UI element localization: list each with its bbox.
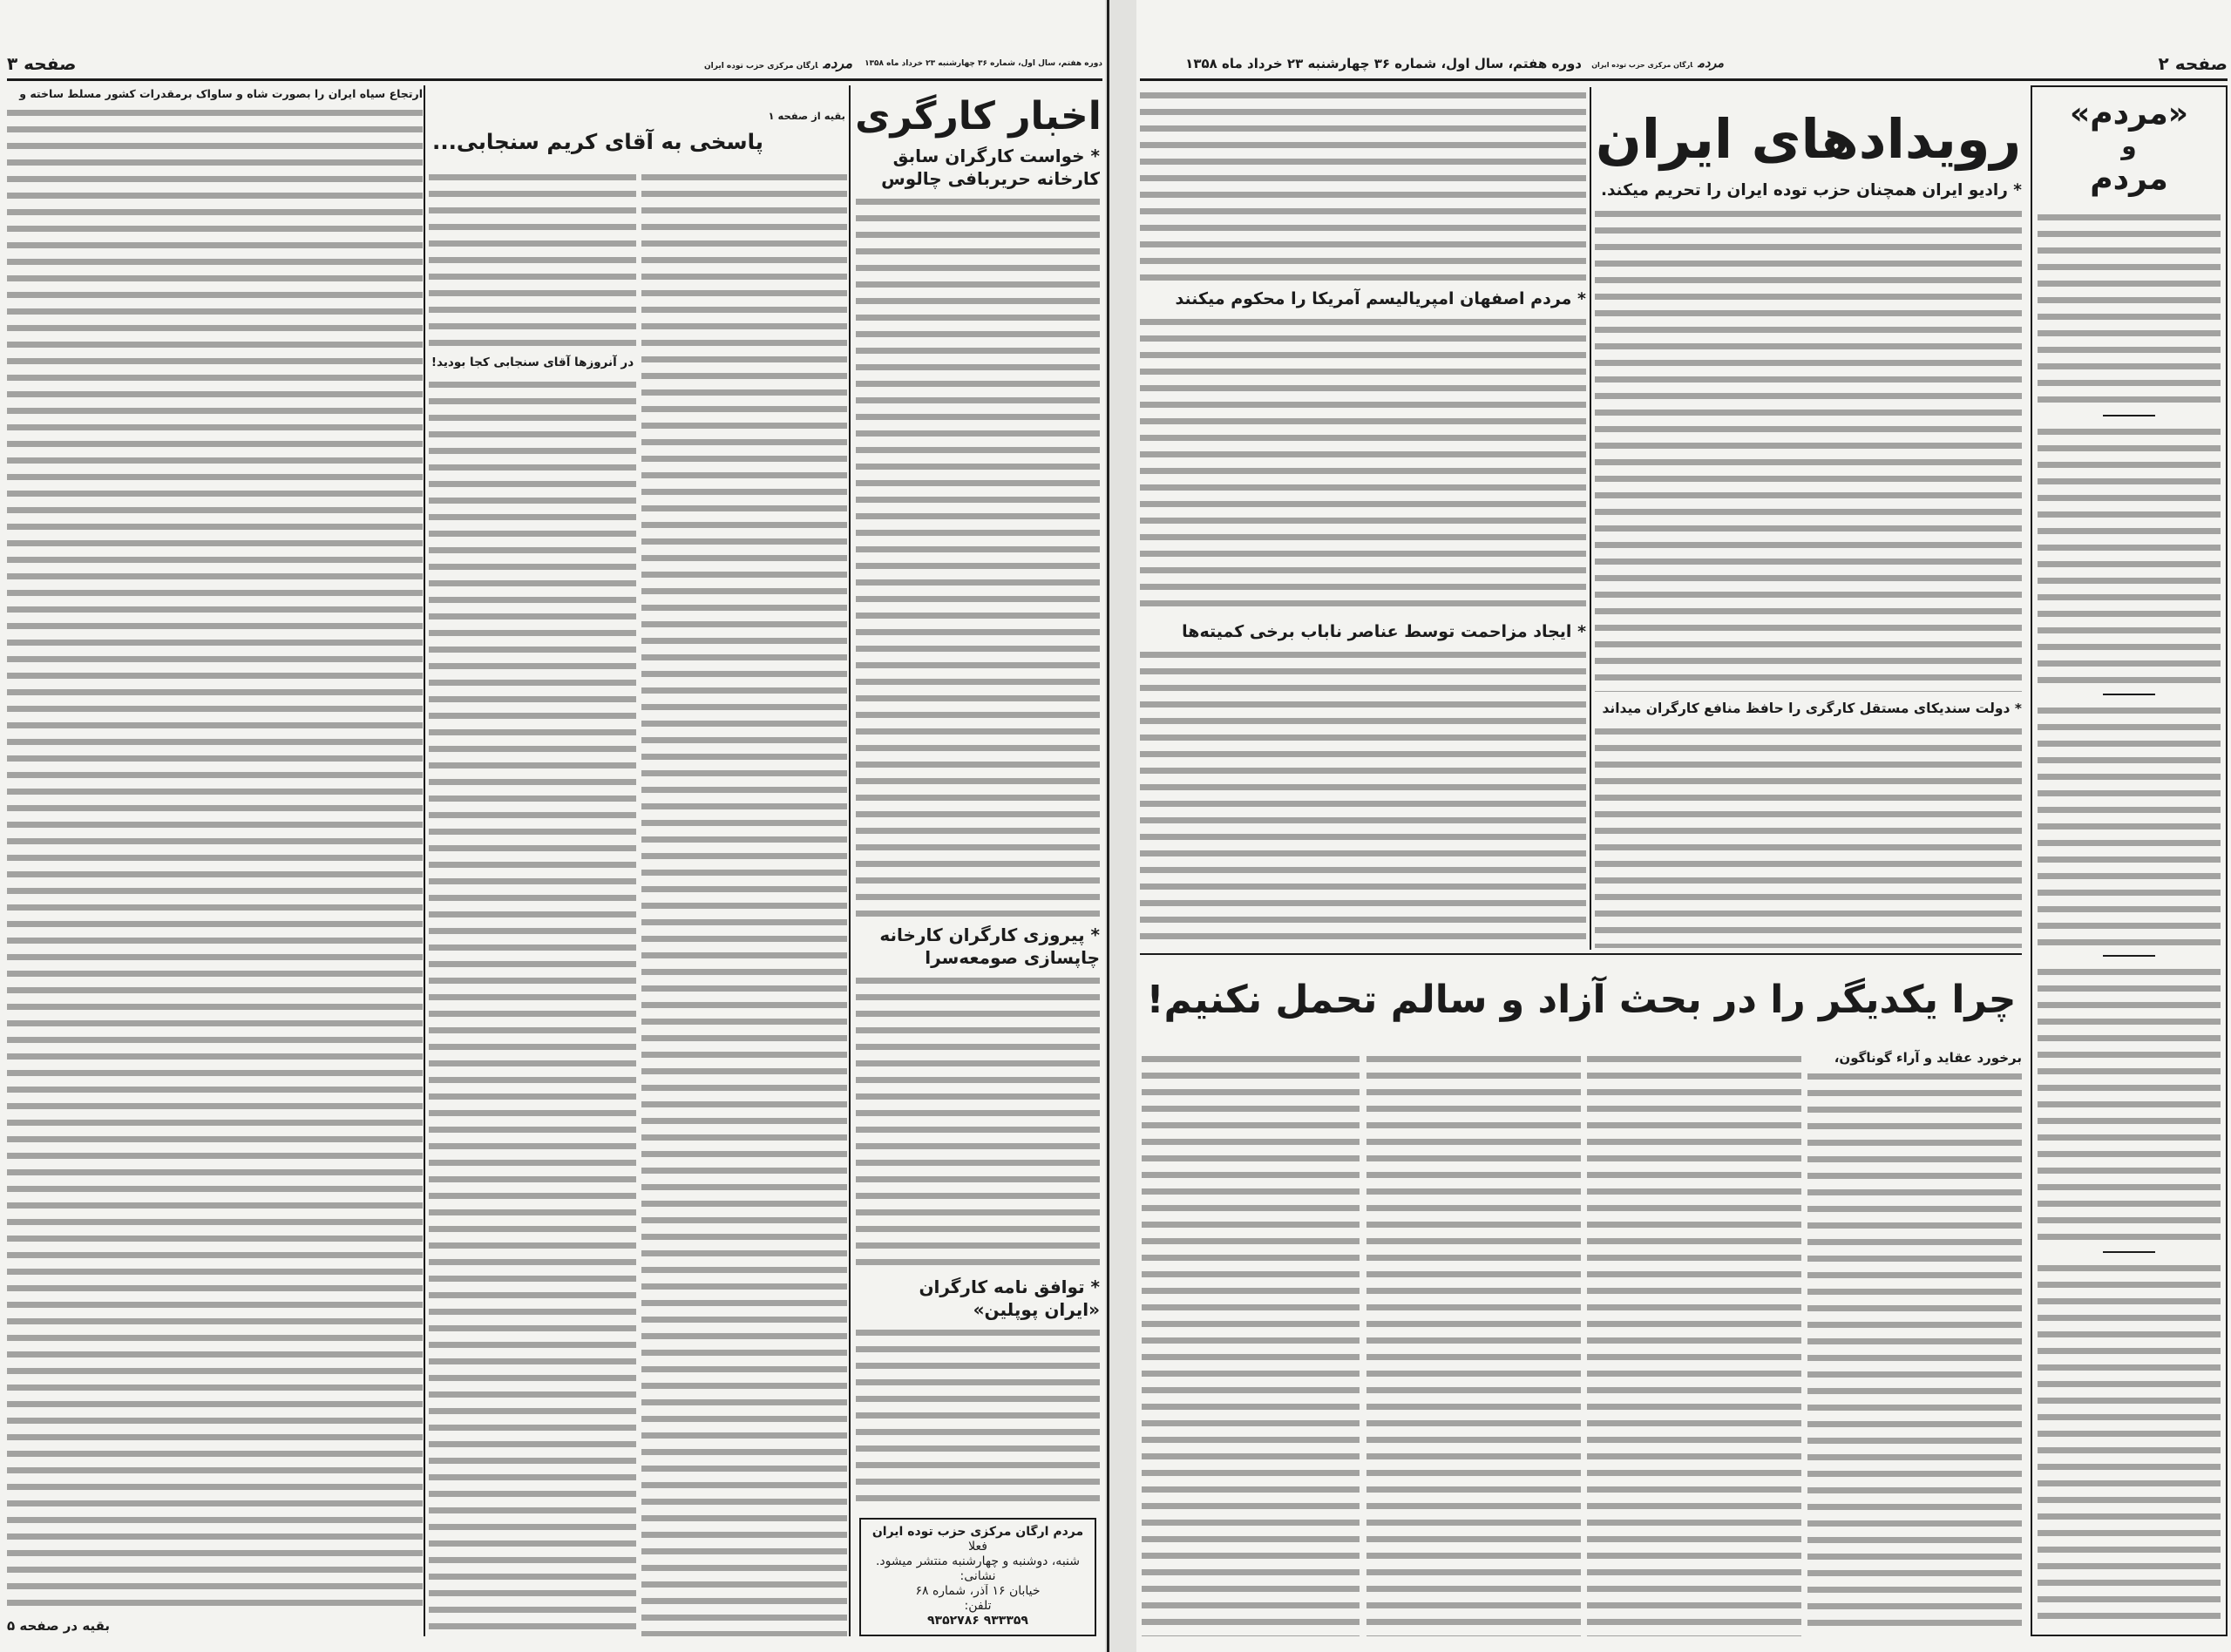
iran-events-body-text (1595, 723, 2022, 948)
imprint-box (859, 1518, 1096, 1636)
debate-body-text (1366, 1051, 1581, 1636)
page-number: صفحه ۲ (2158, 53, 2228, 74)
debate-body-text (1807, 1068, 2022, 1636)
iran-events-body-text (1140, 314, 1586, 617)
debate-body-text (1142, 1051, 1360, 1636)
column-rule (1590, 87, 1591, 950)
left-page (0, 0, 1105, 1652)
header-rule (7, 78, 1102, 81)
labor-item-2-title: * پیروزی کارگران کارخانه (879, 924, 1100, 945)
labor-item-2-body-text (856, 972, 1100, 1269)
imprint-line: خیابان ۱۶ آذر، شماره ۶۸ (915, 1584, 1041, 1598)
labor-item-2-subtitle: چاپسازی صومعه‌سرا (925, 947, 1100, 968)
article-b-continued-from: بقیه از صفحه ۱ (768, 110, 845, 122)
sidebar-body-text (2038, 1260, 2221, 1629)
issue-line: دوره هفتم، سال اول، شماره ۳۶ چهارشنبه ۲۳ خرداد ماه ۱۳۵۸ (865, 59, 1102, 68)
sidebar-body-text (2038, 702, 2221, 950)
sidebar-title-conjunction: و (2121, 132, 2137, 160)
imprint-line: مردم ارگان مرکزی حزب توده ایران (871, 1525, 1084, 1539)
imprint-line: نشانی: (960, 1569, 996, 1583)
masthead-subtitle: ارگان مرکزی حزب توده ایران (1591, 61, 1693, 69)
article-a-first-line: ارتجاع سیاه ایران را بصورت شاه و ساواک برمقدرات کشور مسلط ساخته و (19, 87, 423, 100)
page-number: صفحه ۳ (7, 53, 77, 74)
column-rule (849, 85, 851, 1636)
article-b-pull-line: در آنروزها آقای سنجابی کجا بودید! (431, 355, 634, 369)
labor-item-1-subtitle: کارخانه حریربافی چالوس (881, 168, 1100, 189)
sidebar-separator (2103, 694, 2155, 695)
article-a-body-text (7, 105, 423, 1612)
sidebar-separator (2103, 415, 2155, 416)
header-rule (1140, 78, 2228, 81)
imprint-phone: ۹۳۳۳۵۹ ۹۳۵۲۷۸۶ (927, 1614, 1028, 1628)
iran-events-headline: رویدادهای ایران (1595, 107, 2022, 171)
article-b-body-text (429, 376, 636, 1636)
sidebar-body-text (2038, 209, 2221, 410)
labor-item-1-body-text (856, 193, 1100, 917)
debate-body-text (1587, 1051, 1801, 1636)
gutter-line (1107, 0, 1109, 1652)
column-rule (424, 85, 425, 1636)
debate-headline: چرا یکدیگر را در بحث آزاد و سالم تحمل نکنیم! (1146, 978, 2017, 1022)
sidebar-title-subtitle: مردم (2090, 161, 2168, 197)
sidebar-body-text (2038, 964, 2221, 1246)
debate-first-line: برخورد عقاید و آراء گوناگون، (1834, 1050, 2022, 1066)
iran-events-item-4-title: * دولت سندیکای مستقل کارگری را حافظ منافع کارگران میداند (1602, 701, 2022, 716)
imprint-line: شنبه، دوشنبه و چهارشنبه منتشر میشود. (875, 1554, 1080, 1568)
sidebar-separator (2103, 1251, 2155, 1253)
issue-line: دوره هفتم، سال اول، شماره ۳۶ چهارشنبه ۲۳ خرداد ماه ۱۳۵۸ (1185, 56, 1582, 71)
iran-events-body-text (1140, 647, 1586, 948)
article-b-body-text (641, 169, 847, 1636)
right-page (1136, 0, 2231, 1652)
article-a-continued-note: بقیه در صفحه ۵ (7, 1618, 111, 1634)
sidebar-title: «مردم» (2069, 96, 2189, 132)
sidebar-body-text (2038, 423, 2221, 688)
imprint-line: تلفن: (964, 1599, 992, 1613)
article-b-headline: پاسخی به آقای کریم سنجابی... (432, 129, 763, 154)
labor-item-3-body-text (856, 1324, 1100, 1511)
iran-events-body-text (1595, 206, 2022, 692)
labor-item-1-title: * خواست کارگران سابق (892, 146, 1100, 166)
iran-events-item-2-title: * مردم اصفهان امپریالیسم آمریکا را محکوم میکنند (1175, 289, 1586, 308)
imprint-line: فعلا (968, 1540, 987, 1554)
labor-news-headline: اخبار کارگری (855, 94, 1102, 139)
section-rule (1140, 953, 2022, 955)
iran-events-item-1-title: * رادیو ایران همچنان حزب توده ایران را تحریم میکند. (1600, 181, 2022, 200)
masthead (702, 51, 852, 77)
masthead (1591, 51, 1724, 77)
iran-events-item-3-title: * ایجاد مزاحمت توسط عناصر ناباب برخی کمیته‌ها (1182, 622, 1586, 641)
article-b-body-text (429, 169, 636, 350)
masthead-title: مردم (1698, 57, 1724, 71)
masthead-title: مردم (823, 55, 852, 71)
sidebar-separator (2103, 955, 2155, 957)
masthead-subtitle: ارگان مرکزی حزب توده ایران (703, 62, 818, 71)
labor-item-3-subtitle: «ایران پوپلین» (973, 1299, 1100, 1320)
labor-item-3-title: * توافق نامه کارگران (919, 1276, 1100, 1297)
iran-events-body-text (1140, 87, 1586, 283)
